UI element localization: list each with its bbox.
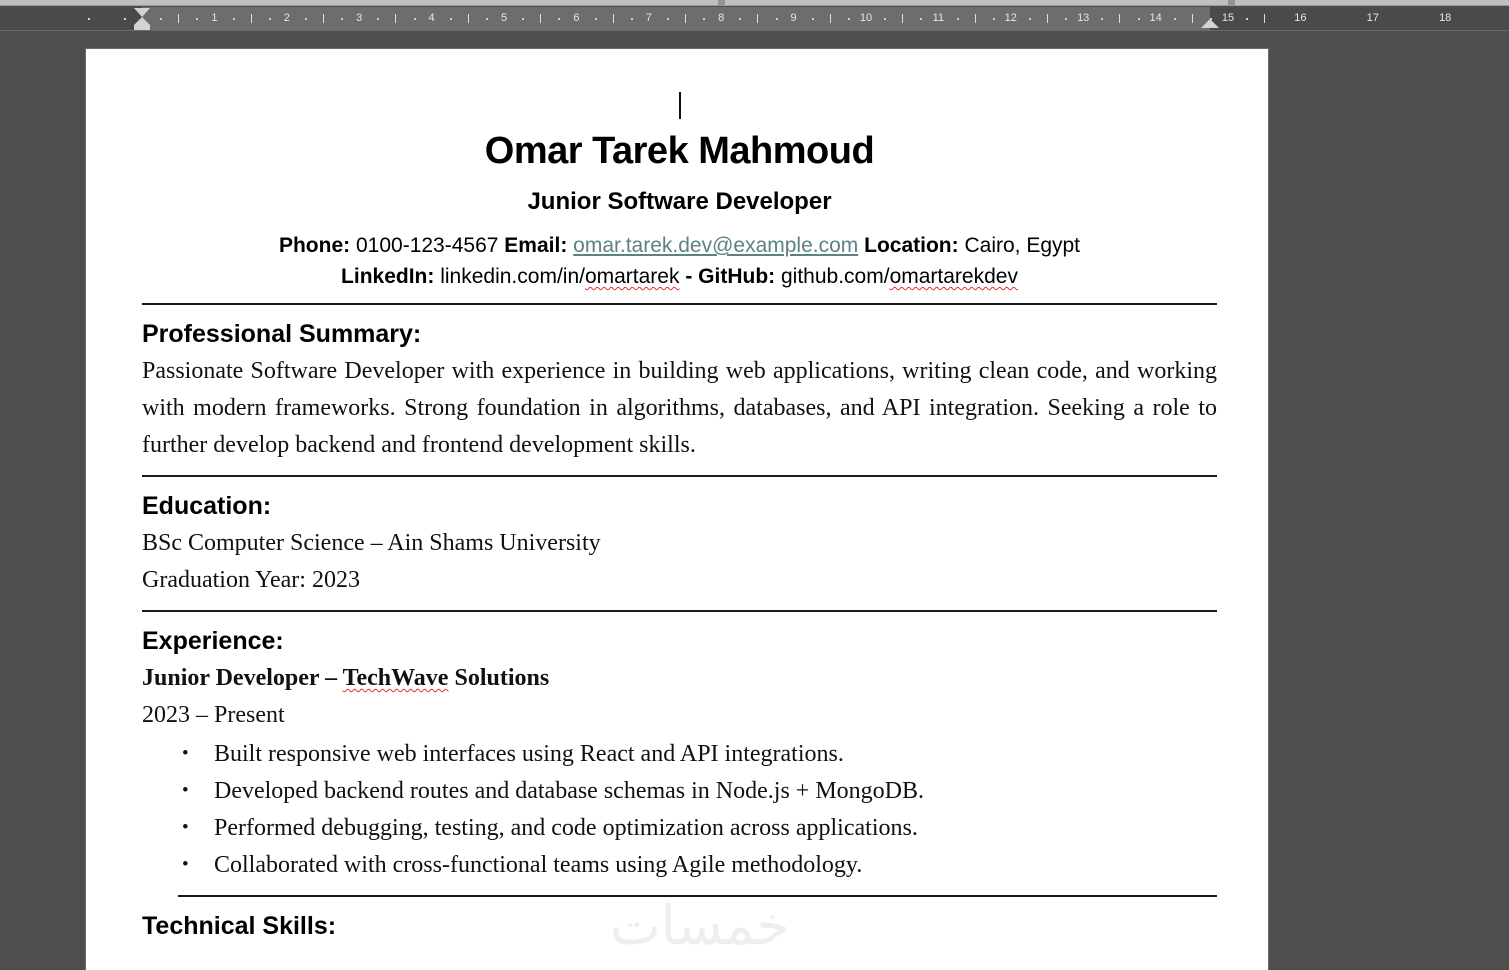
contact-separator: - xyxy=(685,265,693,288)
document-page[interactable] xyxy=(86,49,1268,970)
github-label: GitHub: xyxy=(698,265,776,288)
toolbar-strip[interactable] xyxy=(0,0,1509,6)
divider-after-education xyxy=(142,610,1217,612)
ruler-label-5: 5 xyxy=(500,12,508,24)
list-item: • Performed debugging, testing, and code optimization across applications. xyxy=(214,810,1217,847)
horizontal-ruler[interactable] xyxy=(0,7,1509,31)
resume-name: Omar Tarek Mahmoud xyxy=(484,130,875,172)
list-item: • Developed backend routes and database schemas in Node.js + MongoDB. xyxy=(214,773,1217,810)
education-degree: BSc Computer Science – Ain Shams University xyxy=(142,530,601,556)
ruler-label-2: 2 xyxy=(283,12,290,24)
ruler-label-4: 4 xyxy=(428,12,435,24)
github-url-prefix: github.com/ xyxy=(781,265,890,288)
experience-role-prefix: Junior Developer – xyxy=(142,665,343,691)
ruler-label-8: 8 xyxy=(718,12,725,24)
phone-label: Phone: xyxy=(278,234,351,257)
ruler-label-3: 3 xyxy=(356,12,363,24)
ruler-page-area xyxy=(142,7,1210,31)
location-value: Cairo, Egypt xyxy=(964,234,1081,257)
ruler-label-6: 6 xyxy=(573,12,580,24)
experience-role xyxy=(142,660,1217,697)
text-caret xyxy=(679,92,681,119)
linkedin-handle: omartarek xyxy=(584,265,680,288)
linkedin-label: LinkedIn: xyxy=(341,265,435,288)
right-indent-marker[interactable] xyxy=(1201,19,1219,28)
ruler-label-18: 18 xyxy=(1439,12,1452,24)
list-item: • Built responsive web interfaces using React and API integrations. xyxy=(214,736,1217,773)
toolbar-icon-b[interactable] xyxy=(1228,0,1235,5)
document-content[interactable] xyxy=(142,129,1217,945)
phone-value: 0100-123-4567 xyxy=(355,234,499,257)
education-graduation-year: Graduation Year: 2023 xyxy=(142,567,360,593)
section-heading-technical-skills: Technical Skills: xyxy=(142,912,337,940)
ruler-label-17: 17 xyxy=(1366,12,1379,24)
watermark-khamsat: خمسات xyxy=(610,894,791,957)
experience-company-name: TechWave xyxy=(342,665,449,691)
hanging-indent-marker[interactable] xyxy=(134,17,150,25)
ruler-label-10: 10 xyxy=(859,12,873,24)
ruler-label-15: 15 xyxy=(1221,12,1235,24)
section-heading-summary: Professional Summary: xyxy=(142,320,422,348)
toolbar-icon-a[interactable] xyxy=(718,0,725,5)
ruler-label-14: 14 xyxy=(1149,12,1162,24)
ruler-label-16: 16 xyxy=(1294,12,1307,24)
experience-bullet-list xyxy=(142,736,1217,884)
experience-dates: 2023 – Present xyxy=(142,702,285,728)
ruler-label-1: 1 xyxy=(211,12,218,24)
ruler-label-7: 7 xyxy=(645,12,652,24)
ruler-label-9: 9 xyxy=(790,12,797,24)
contact-line-primary xyxy=(142,230,1217,261)
summary-text: Passionate Software Developer with experience in building web applications, writing clean code, and working with modern frameworks. Strong foundation in algorithms, databases, and API integration. Seeking a role to further develop backend and frontend development skills. xyxy=(142,358,1217,458)
list-item: • Collaborated with cross-functional teams using Agile methodology. xyxy=(214,847,1217,884)
github-handle: omartarekdev xyxy=(889,265,1018,288)
email-link[interactable]: omar.tarek.dev@example.com xyxy=(573,234,859,257)
experience-company-suffix: Solutions xyxy=(448,665,550,691)
divider-after-summary xyxy=(142,475,1217,477)
section-heading-experience: Experience: xyxy=(142,627,284,655)
divider-after-contact xyxy=(142,303,1217,305)
divider-after-experience xyxy=(178,895,1217,897)
ruler-label-13: 13 xyxy=(1077,12,1090,24)
linkedin-url-prefix: linkedin.com/in/ xyxy=(440,265,585,288)
ruler-label-12: 12 xyxy=(1004,12,1017,24)
resume-job-title: Junior Software Developer xyxy=(527,188,832,215)
email-label: Email: xyxy=(504,234,568,257)
ruler-label-11: 11 xyxy=(932,12,945,24)
first-line-indent-marker[interactable] xyxy=(134,8,150,17)
contact-line-secondary xyxy=(142,261,1217,292)
section-heading-education: Education: xyxy=(142,492,272,520)
location-label: Location: xyxy=(864,234,959,257)
ruler-baseline xyxy=(0,30,1509,31)
